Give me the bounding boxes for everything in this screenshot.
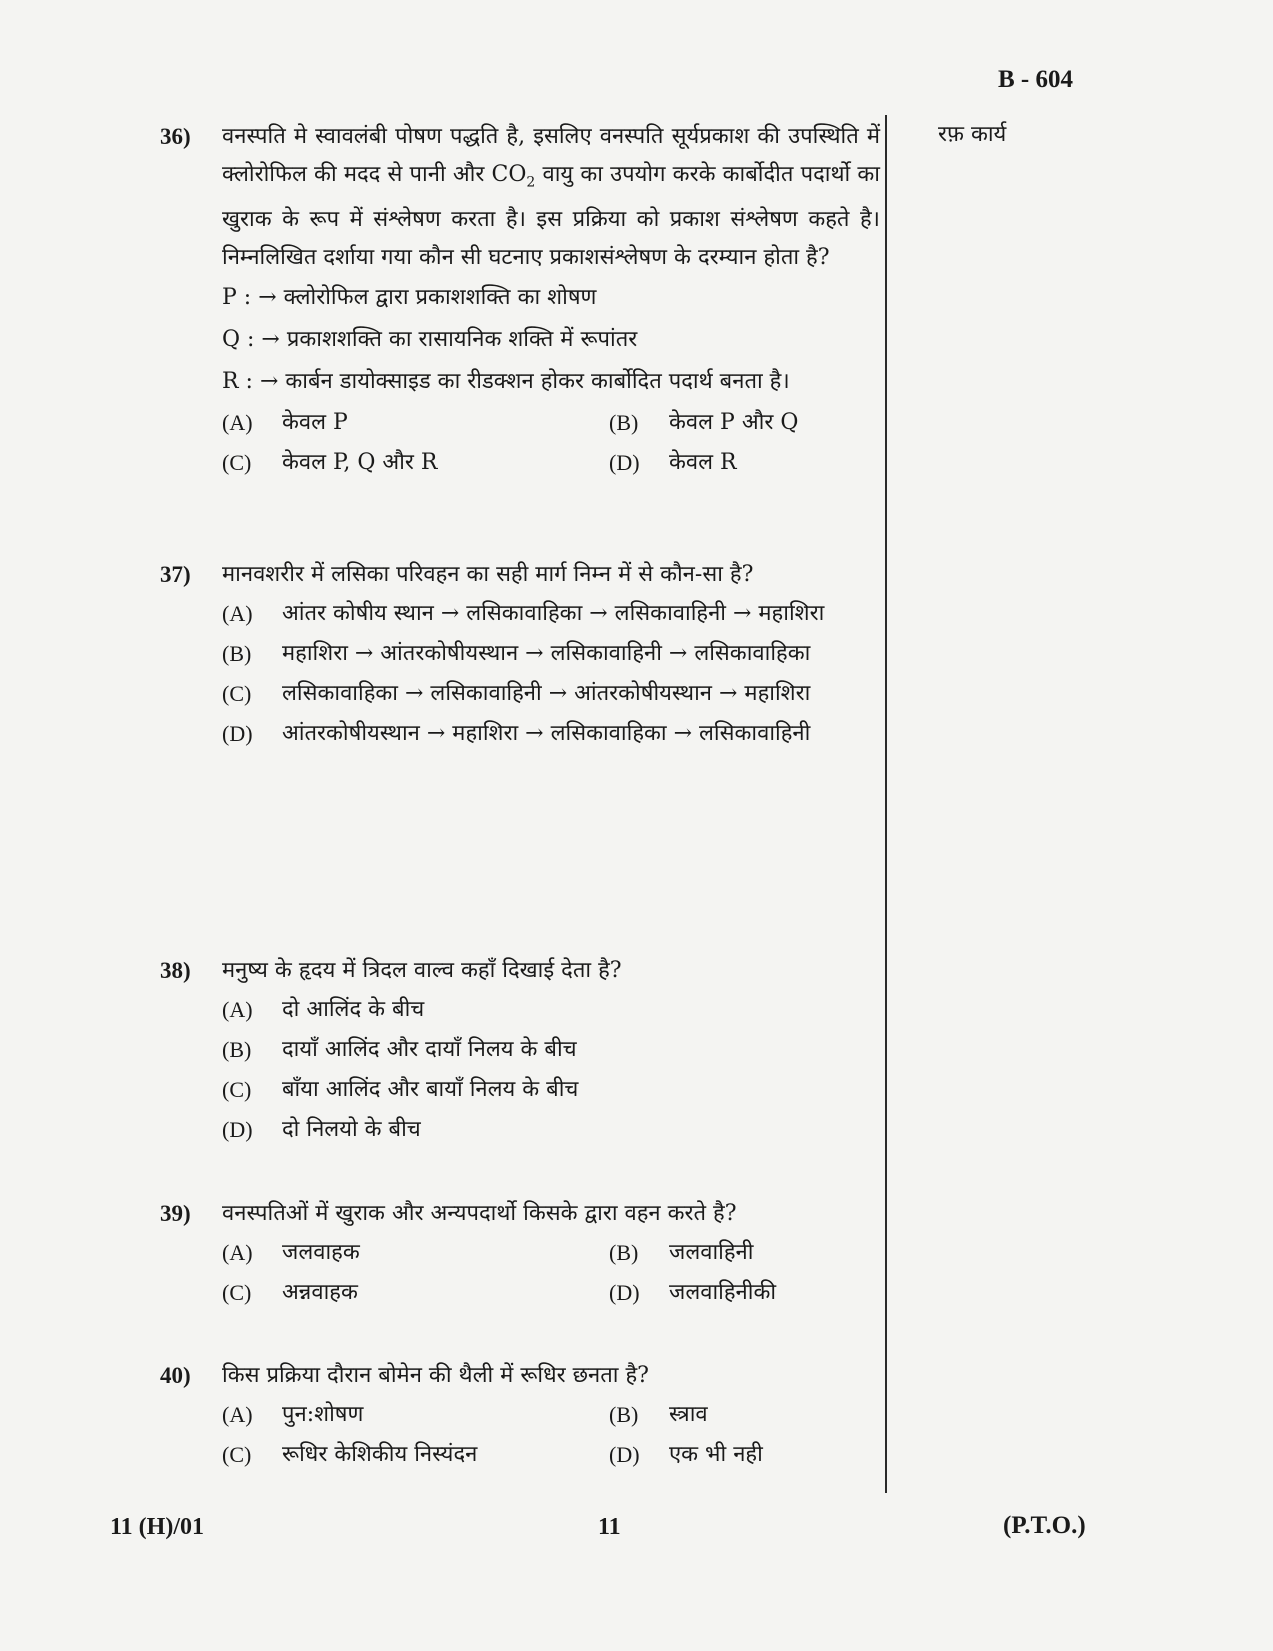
statement-q: Q : → प्रकाशशक्ति का रासायनिक शक्ति में रूपांतर [222,327,638,353]
option-d[interactable]: (D) एक भी नही [609,1442,763,1467]
rough-work-label: रफ़ कार्य [938,122,1007,147]
question-38 [160,952,880,1150]
options [222,403,880,483]
question-text: मानवशरीर में लसिका परिवहन का सही मार्ग निम्न में से कौन-सा है? [222,562,754,587]
option-b[interactable]: (B) जलवाहिनी [609,1240,754,1265]
option-c[interactable]: (C) बाँया आलिंद और बायाँ निलय के बीच [222,1077,579,1102]
options [222,990,880,1150]
footer-code: 11 (H)/01 [110,1514,204,1540]
pto-label: (P.T.O.) [1003,1512,1086,1539]
option-d[interactable]: (D) जलवाहिनीकी [609,1280,777,1305]
option-a[interactable]: (A) पुन:शोषण [222,1402,364,1427]
option-a[interactable]: (A) दो आलिंद के बीच [222,997,425,1022]
question-text: वनस्पति मे स्वावलंबी पोषण पद्धति है, इसलिए वनस्पति सूर्यप्रकाश की उपस्थिति में क्लोरोफिल की मदद से पानी और $CO_2$ वायु का उपयोग करके कार्बोदीत पदार्थो का खुराक के रूप में संश्लेषण करता है। इस प्रक्रिया को प्रकाश संश्लेषण कहते है। निम्नलिखित दर्शाया गया कौन सी घटनाए प्रकाशसंश्लेषण के दरम्यान होता है? [222,124,880,271]
question-number: 39) [160,1201,191,1226]
option-c[interactable]: (C) अन्नवाहक [222,1280,358,1305]
option-c[interactable]: (C) रूधिर केशिकीय निस्यंदन [222,1442,478,1467]
option-b[interactable]: (B) केवल P और Q [609,410,799,436]
option-d[interactable]: (D) दो निलयो के बीच [222,1117,421,1142]
options [222,1233,880,1313]
statement-p: P : → क्लोरोफिल द्वारा प्रकाशशक्ति का शोषण [222,285,597,311]
question-text: मनुष्य के हृदय में त्रिदल वाल्व कहाँ दिखाई देता है? [222,958,622,983]
options [222,594,880,754]
options [222,1395,880,1475]
option-a[interactable]: (A) आंतर कोषीय स्थान → लसिकावाहिका → लसिकावाहिनी → महाशिरा [222,601,825,626]
question-number: 36) [160,124,191,149]
question-number: 38) [160,958,191,983]
option-b[interactable]: (B) दायाँ आलिंद और दायाँ निलय के बीच [222,1037,577,1062]
paper-code: B - 604 [998,66,1073,93]
question-36 [160,118,880,483]
option-c[interactable]: (C) लसिकावाहिका → लसिकावाहिनी → आंतरकोषीयस्थान → महाशिरा [222,681,811,706]
question-number: 37) [160,562,191,587]
option-d[interactable]: (D) केवल R [609,450,737,476]
question-number: 40) [160,1363,191,1388]
statement-r: R : → कार्बन डायोक्साइड का रीडक्शन होकर कार्बोदित पदार्थ बनता है। [222,369,790,395]
question-text: किस प्रक्रिया दौरान बोमेन की थैली में रूधिर छनता है? [222,1363,649,1388]
question-40 [160,1357,880,1475]
page-number: 11 [598,1514,621,1540]
option-b[interactable]: (B) महाशिरा → आंतरकोषीयस्थान → लसिकावाहिनी → लसिकावाहिका [222,641,811,666]
option-a[interactable]: (A) जलवाहक [222,1240,360,1265]
option-b[interactable]: (B) स्त्राव [609,1402,708,1427]
option-a[interactable]: (A) केवल P [222,410,348,436]
option-c[interactable]: (C) केवल P, Q और R [222,450,438,476]
option-d[interactable]: (D) आंतरकोषीयस्थान → महाशिरा → लसिकावाहिका → लसिकावाहिनी [222,721,811,746]
question-37 [160,556,880,754]
question-text: वनस्पतिओं में खुराक और अन्यपदार्थो किसके द्वारा वहन करते है? [222,1201,737,1226]
margin-divider [885,115,887,1493]
question-39 [160,1195,880,1313]
